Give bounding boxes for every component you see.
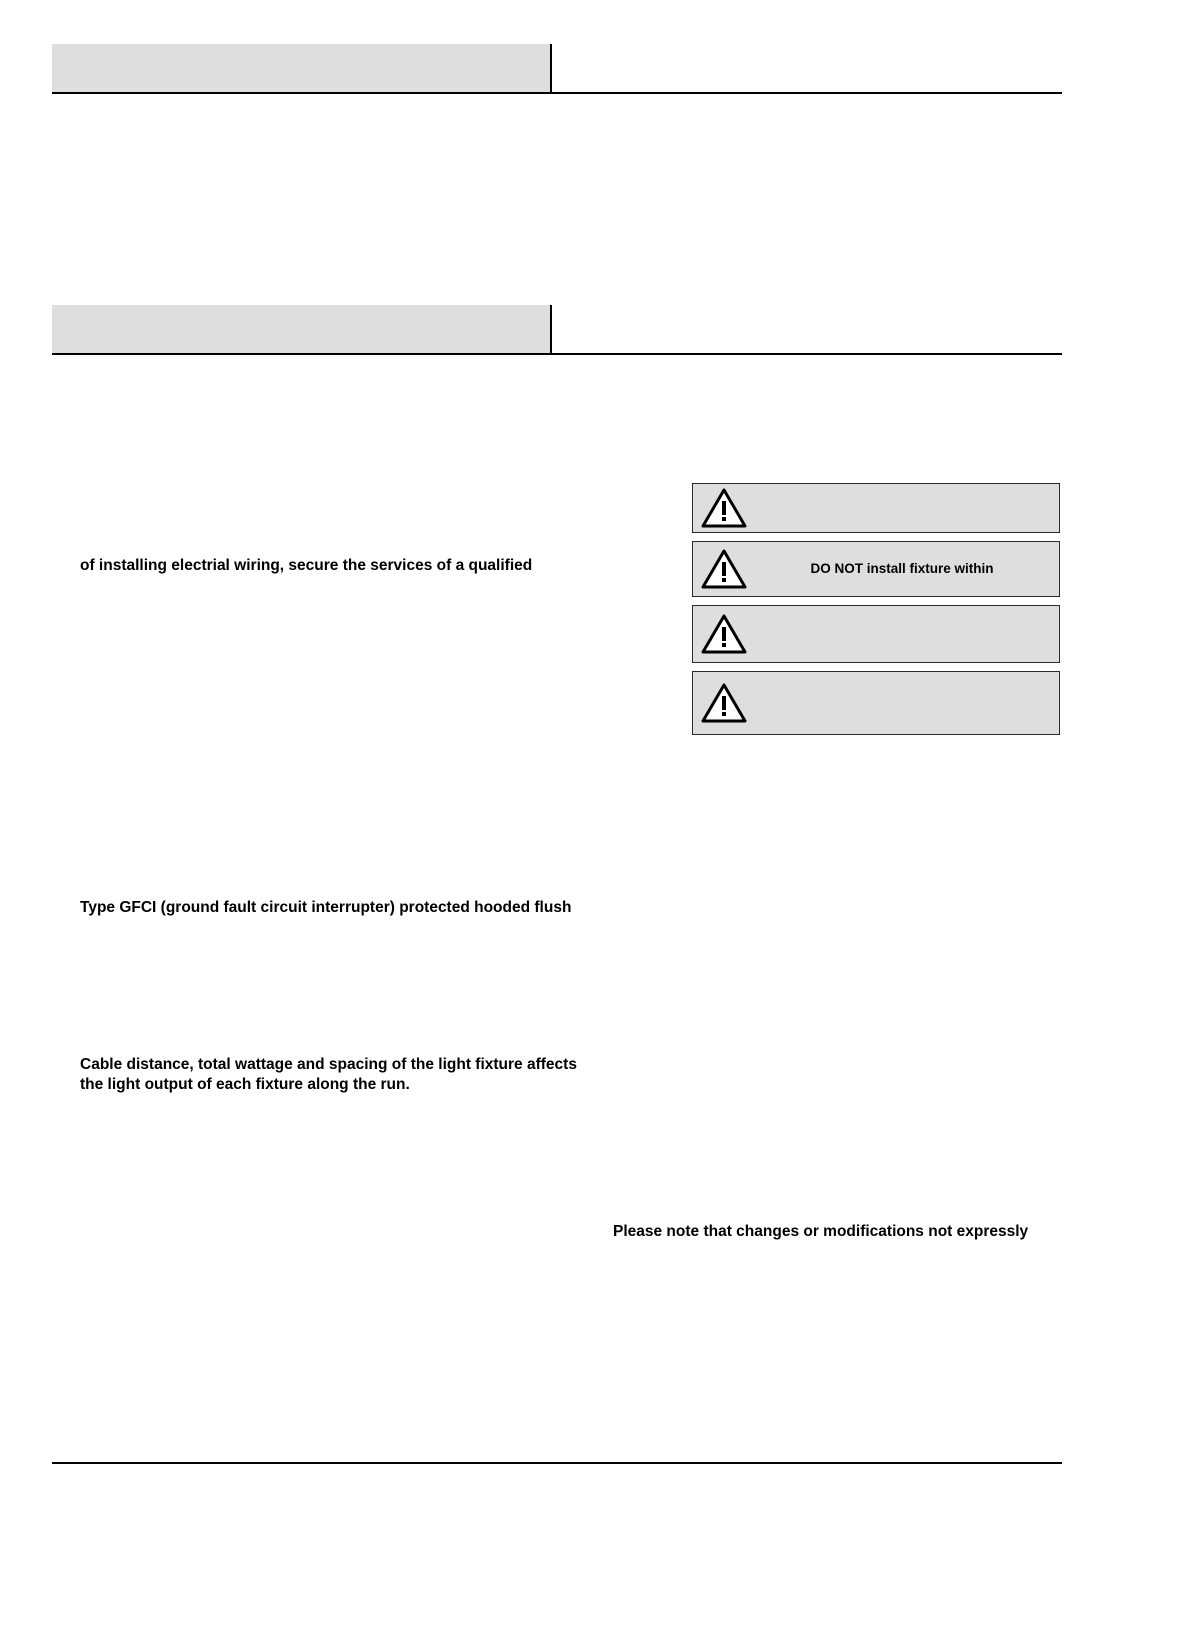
section-band-preinstallation (52, 305, 552, 355)
section-title-preinstallation (52, 305, 550, 319)
section-rule-preinstallation (52, 353, 1062, 355)
footer-rule (52, 1462, 1062, 1464)
section-title-safety (52, 44, 550, 58)
preinstall-cable-block (80, 1055, 585, 1110)
preinstall-fcc-block (613, 1222, 1063, 1256)
warning-text-2: DO NOT install fixture within (810, 560, 994, 576)
warning-triangle-icon (701, 487, 747, 529)
safety-body-left (80, 110, 585, 124)
section-header-preinstallation (52, 305, 1062, 355)
warning-triangle-icon (701, 682, 747, 724)
warning-triangle-icon (701, 613, 747, 655)
preinstall-gfci-block (80, 898, 585, 932)
section-header-safety (52, 44, 1062, 94)
preinstall-left-block-1 (80, 400, 585, 414)
warning-box-stack (692, 483, 1060, 743)
preinstall-cable-distance-text: Cable distance, total wattage and spacing of the light fixture affects the light output of each fixture along the run. (80, 1056, 577, 1094)
preinstall-qualified-electrician-text: of installing electrial wiring, secure the services of a qualified (80, 557, 533, 574)
warning-box-1 (692, 483, 1060, 533)
preinstall-left-block-2 (80, 556, 585, 590)
preinstall-left-block-3 (80, 640, 585, 654)
warning-box-4 (692, 671, 1060, 735)
preinstall-gfci-text: Type GFCI (ground fault circuit interrupter) protected hooded flush (80, 899, 572, 916)
preinstall-right-block-1 (613, 400, 1063, 414)
section-rule-safety (52, 92, 1062, 94)
warning-box-2 (692, 541, 1060, 597)
preinstall-fcc-notice-text: Please note that changes or modifications not expressly (613, 1223, 1029, 1240)
section-band-safety (52, 44, 552, 94)
warning-triangle-icon (701, 548, 747, 590)
warning-box-3 (692, 605, 1060, 663)
safety-body-right (613, 110, 1063, 124)
